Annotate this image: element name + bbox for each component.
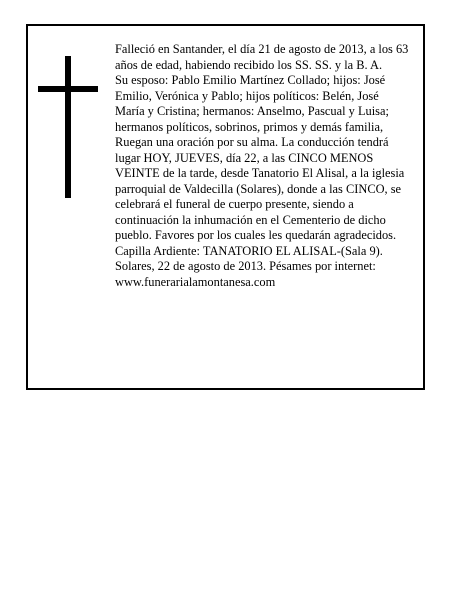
obituary-death-paragraph: Falleció en Santander, el día 21 de agosto de 2013, a los 63 años de edad, habiendo recibido los SS. SS. y la B. A. xyxy=(115,42,409,72)
cross-vertical-bar xyxy=(65,56,71,198)
latin-cross-icon xyxy=(38,56,98,198)
obituary-closing-paragraph: Solares, 22 de agosto de 2013. Pésames por internet: www.funerarialamontanesa.com xyxy=(115,259,376,289)
obituary-text xyxy=(115,42,411,290)
obituary-family-paragraph: Su esposo: Pablo Emilio Martínez Collado; hijos: José Emilio, Verónica y Pablo; hijos políticos: Belén, José María y Cristina; hermanos: Anselmo, Pascual y Luisa; hermanos políticos, sobrinos, primos y demás familia, Ruegan una oración por su alma. La conducción tendrá lugar HOY, JUEVES, día 22, a las CINCO MENOS VEINTE de la tarde, desde Tanatorio El Alisal, a la iglesia parroquial de Valdecilla (Solares), donde a las CINCO, se celebrará el funeral de cuerpo presente, siendo a continuación la inhumación en el Cementerio de dicho pueblo. Favores por los cuales les quedarán agradecidos. Capilla Ardiente: TANATORIO EL ALISAL-(Sala 9). xyxy=(115,73,405,258)
cross-horizontal-bar xyxy=(38,86,98,92)
obituary-notice-frame xyxy=(26,24,425,390)
